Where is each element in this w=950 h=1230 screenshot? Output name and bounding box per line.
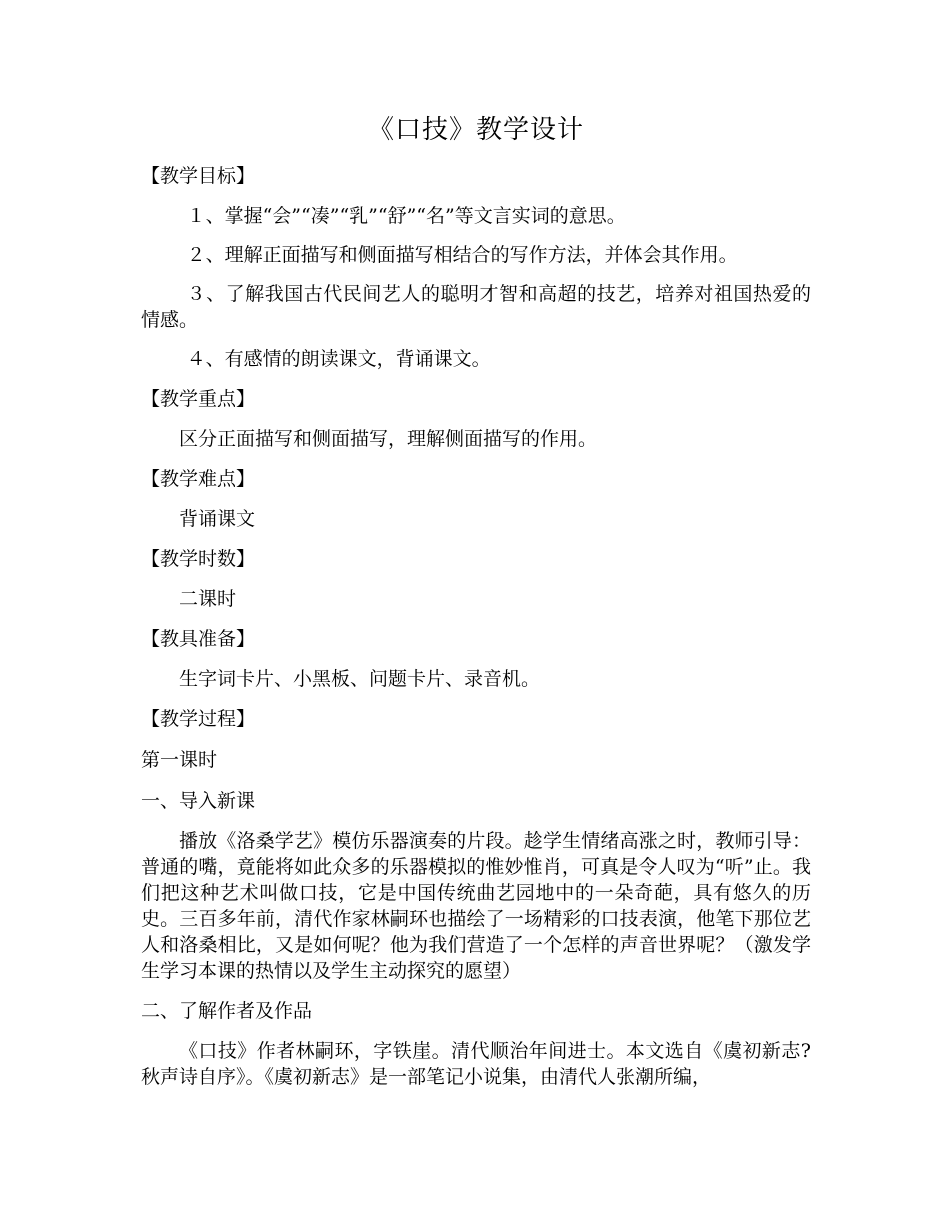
materials-heading: 【教具准备】: [141, 628, 256, 650]
step1-heading: 一、导入新课: [141, 790, 256, 812]
step2-heading: 二、了解作者及作品: [141, 1000, 313, 1022]
key-points-text: 区分正面描写和侧面描写，理解侧面描写的作用。: [179, 428, 598, 450]
objective-item-2: ２、理解正面描写和侧面描写相结合的写作方法，并体会其作用。: [186, 244, 738, 266]
hours-heading: 【教学时数】: [141, 548, 256, 570]
objective-item-3: ３、了解我国古代民间艺人的聪明才智和高超的技艺，培养对祖国热爱的情感。: [141, 283, 811, 331]
step2-text: 《口技》作者林嗣环，字铁崖。清代顺治年间进士。本文选自《虞初新志?秋声诗自序》。《虞初新志》是一部笔记小说集，由清代人张潮所编，: [141, 1040, 811, 1088]
lesson-label: 第一课时: [141, 749, 218, 771]
document-title: 《口技》教学设计: [367, 115, 584, 145]
process-heading: 【教学过程】: [141, 708, 256, 730]
objectives-heading: 【教学目标】: [141, 165, 256, 187]
step1-text: 播放《洛桑学艺》模仿乐器演奏的片段。趁学生情绪高涨之时，教师引导：普通的嘴，竟能将如此众多的乐器模拟的惟妙惟肖，可真是令人叹为“听”止。我们把这种艺术叫做口技，它是中国传统曲艺园地中的一朵奇葩，具有悠久的历史。三百多年前，清代作家林嗣环也描绘了一场精彩的口技表演，他笔下那位艺人和洛桑相比，又是如何呢？他为我们营造了一个怎样的声音世界呢？（激发学生学习本课的热情以及学生主动探究的愿望）: [141, 830, 811, 982]
difficulties-heading: 【教学难点】: [141, 468, 256, 490]
document-page: [141, 112, 811, 1103]
objective-item-4: ４、有感情的朗读课文，背诵课文。: [186, 348, 491, 370]
key-points-heading: 【教学重点】: [141, 388, 256, 410]
materials-text: 生字词卡片、小黑板、问题卡片、录音机。: [179, 668, 541, 690]
hours-text: 二课时: [179, 588, 237, 610]
objective-item-1: １、掌握“会”“凑”“乳”“舒”“名”等文言实词的意思。: [186, 205, 626, 227]
difficulties-text: 背诵课文: [179, 508, 256, 530]
